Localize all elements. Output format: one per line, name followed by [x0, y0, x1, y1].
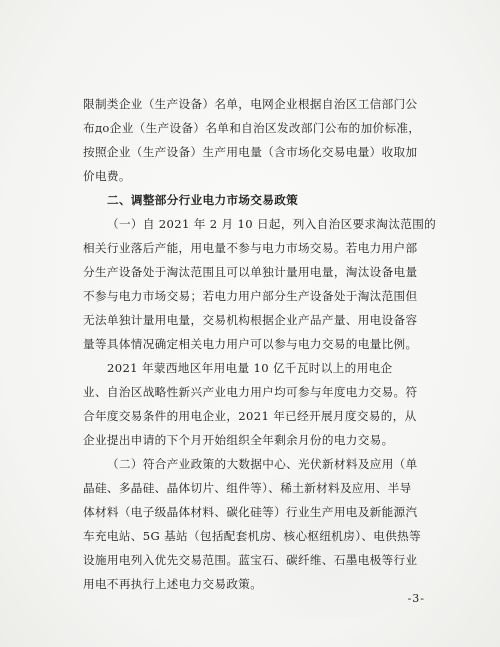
text-line: 不参与电力市场交易；若电力用户部分生产设备处于淘汰范围但: [83, 289, 418, 303]
text-line: 晶硅、多晶硅、晶体切片、组件等）、稀土新材料及应用、半导: [83, 481, 412, 495]
text-line: 价电费。: [83, 169, 131, 183]
text-line: 按照企业（生产设备）生产用电量（含市场化交易电量）收取加: [83, 145, 418, 159]
text-line: 限制类企业（生产设备）名单，电网企业根据自治区工信部门公: [83, 97, 418, 111]
text-line: 企业提出申请的下个月开始组织全年剩余月份的电力交易。: [83, 433, 394, 447]
text-line: 业、自治区战略性新兴产业电力用户均可参与年度电力交易。符: [83, 385, 418, 399]
text-line: （二）符合产业政策的大数据中心、光伏新材料及应用（单: [107, 457, 418, 471]
text-line: 量等具体情况确定相关电力用户可以参与电力交易的电量比例。: [83, 337, 418, 351]
text-line: （一）自 2021 年 2 月 10 日起，列入自治区要求淘汰范围的: [107, 217, 437, 231]
text-line: 无法单独计量用电量，交易机构根据企业产品产量、用电设备容: [83, 313, 418, 327]
section-heading: 二、调整部分行业电力市场交易政策: [107, 193, 299, 207]
text-line: 合年度交易条件的用电企业，2021 年已经开展月度交易的，从: [83, 409, 417, 423]
text-line: 设施用电列入优先交易范围。蓝宝石、碳纤维、石墨电极等行业: [83, 553, 418, 567]
text-line: 布до企业（生产设备）名单和自治区发改部门公布的加价标准，: [83, 121, 421, 135]
text-line: 相关行业落后产能，用电量不参与电力市场交易。若电力用户部: [83, 241, 418, 255]
text-line: 车充电站、5G 基站（包括配套机房、核心枢纽机房）、电供热等: [83, 529, 422, 543]
text-line: 分生产设备处于淘汰范围且可以单独计量用电量，淘汰设备电量: [83, 265, 418, 279]
page-number: -3-: [407, 592, 425, 605]
text-line: 体材料（电子级晶体材料、碳化硅等）行业生产用电及新能源汽: [83, 505, 418, 519]
text-line: 用电不再执行上述电力交易政策。: [83, 577, 263, 591]
document-body: [83, 92, 437, 596]
text-line: 2021 年蒙西地区年用电量 10 亿千瓦时以上的用电企: [107, 361, 393, 375]
